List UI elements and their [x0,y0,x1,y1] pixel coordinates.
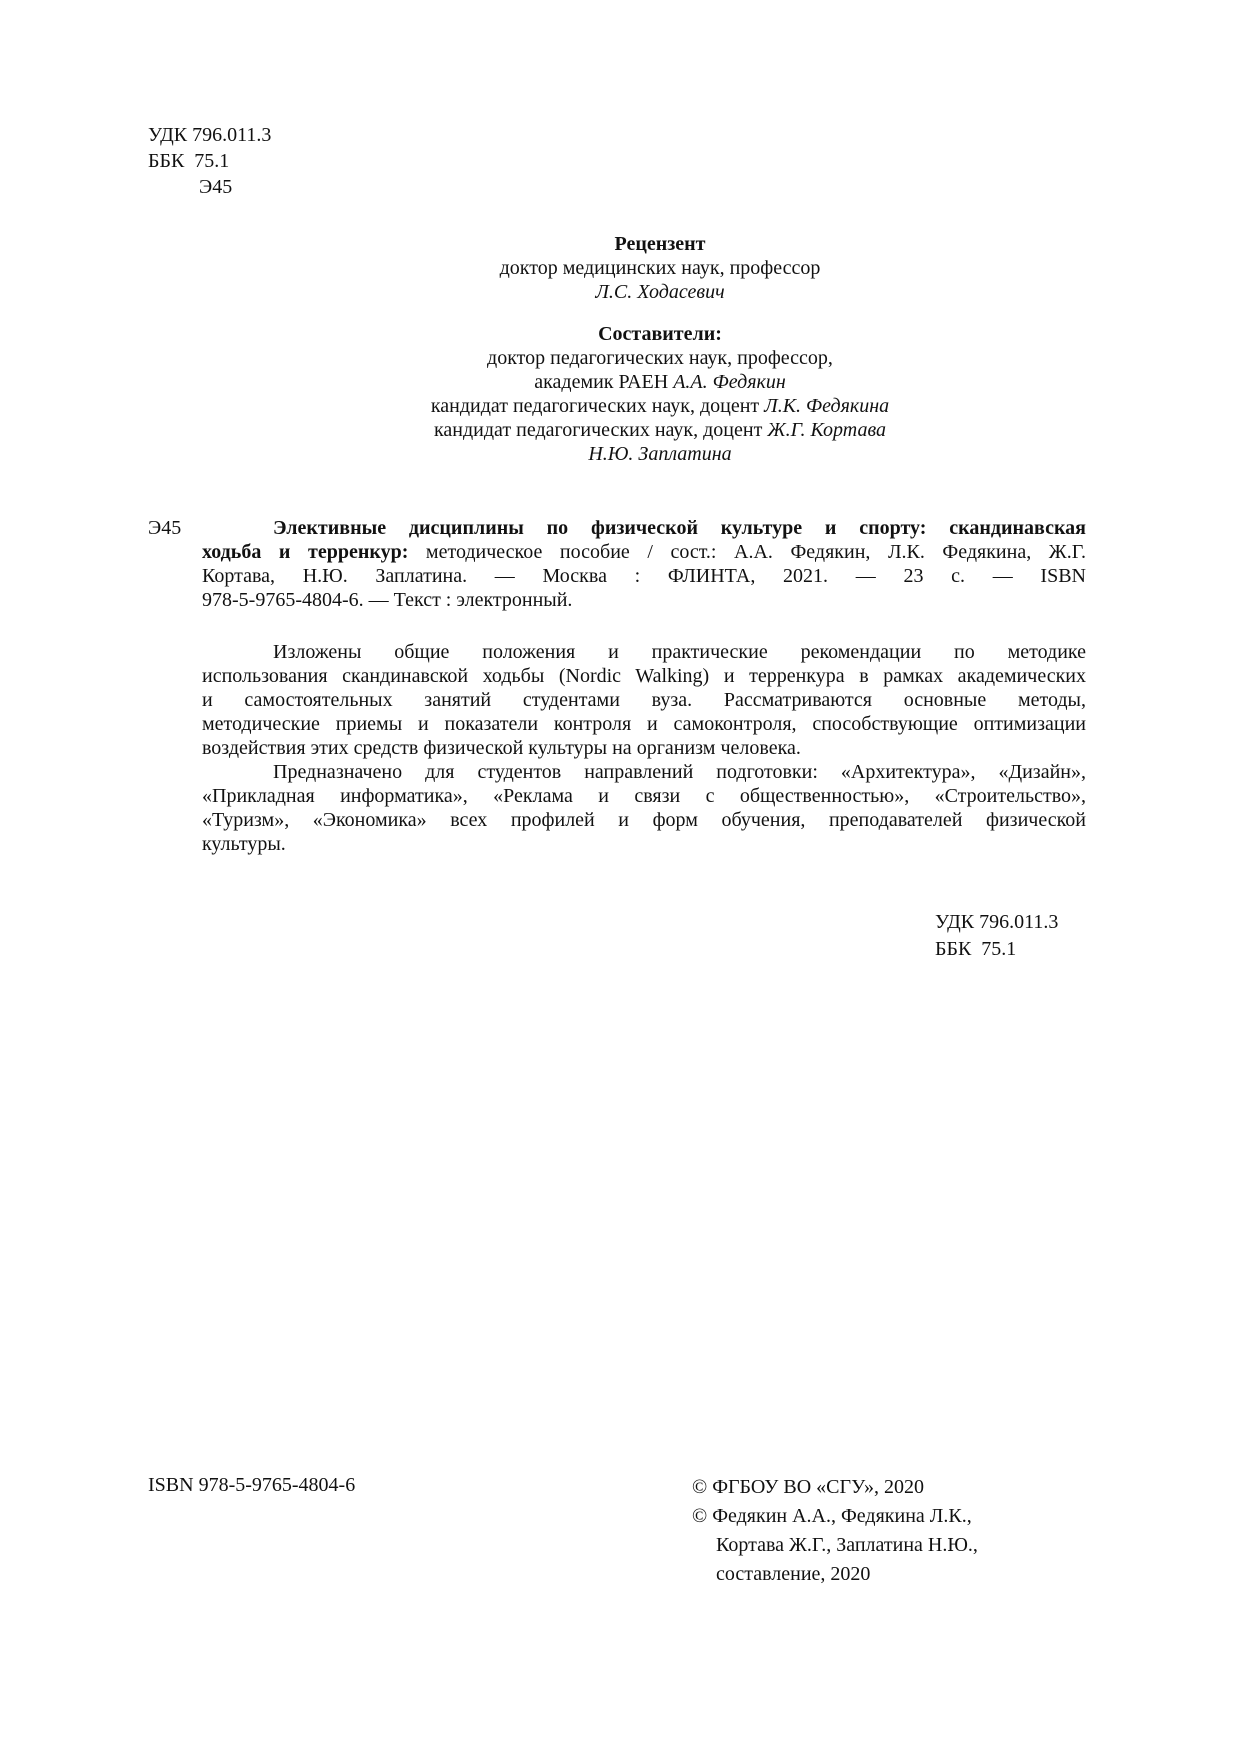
compilers-block [302,322,1018,466]
bib-line3: Кортава, Н.Ю. Заплатина. — Москва : ФЛИНТА, 2021. — 23 с. — ISBN [202,565,1086,587]
bib-record [202,516,1086,612]
abstract-line: воздействия этих средств физической культуры на организм человека. [202,737,801,759]
compiler-line: академик РАЕН А.А. Федякин [534,371,786,393]
bib-line2: ходьба и терренкур: методическое пособие / сост.: А.А. Федякин, Л.К. Федякина, Ж.Г. [202,541,1086,563]
footer-bbk: ББК 75.1 [935,938,1017,960]
reviewer-heading: Рецензент [614,233,706,255]
abstract-line: Предназначено для студентов направлений подготовки: «Архитектура», «Дизайн», [273,761,1086,783]
compiler-line: кандидат педагогических наук, доцент Ж.Г. Кортава [433,419,887,441]
compiler-line: Н.Ю. Заплатина [588,443,732,465]
abstract-line: методические приемы и показатели контроля и самоконтроля, способствующие оптимизации [202,713,1086,735]
copyright-line: Кортава Ж.Г., Заплатина Н.Ю., [716,1534,978,1556]
compilers-heading: Составители: [598,323,722,345]
compiler-line: кандидат педагогических наук, доцент Л.К. Федякина [430,395,890,417]
abstract-line: Изложены общие положения и практические рекомендации по методике [273,641,1086,663]
copyright-line: © ФГБОУ ВО «СГУ», 2020 [692,1476,924,1498]
reviewer-degree: доктор медицинских наук, профессор [499,257,821,279]
bib-line4: 978-5-9765-4804-6. — Текст : электронный. [202,589,573,611]
bib-mark: Э45 [148,517,182,539]
abstract [202,640,1086,856]
reviewer-name: Л.С. Ходасевич [595,281,725,303]
header-udk: УДК 796.011.3 [148,124,272,146]
abstract-line: «Туризм», «Экономика» всех профилей и форм обучения, преподавателей физической [202,809,1086,831]
isbn: ISBN 978-5-9765-4804-6 [148,1474,356,1496]
header-bbk: ББК 75.1 [148,150,230,172]
copyright-block [692,1473,978,1589]
abstract-line: и самостоятельных занятий студентами вуза. Рассматриваются основные методы, [202,689,1086,711]
bib-title-line1: Элективные дисциплины по физической культуре и спорту: скандинавская [273,517,1086,539]
reviewer-block [302,232,1018,304]
copyright-line: составление, 2020 [716,1563,871,1585]
compiler-line: доктор педагогических наук, профессор, [487,347,833,369]
abstract-line: «Прикладная информатика», «Реклама и связи с общественностью», «Строительство», [202,785,1086,807]
copyright-line: © Федякин А.А., Федякина Л.К., [692,1505,972,1527]
abstract-line: использования скандинавской ходьбы (Nordic Walking) и терренкура в рамках академических [202,665,1086,687]
header-author-mark: Э45 [199,176,233,198]
footer-udk: УДК 796.011.3 [935,911,1059,933]
abstract-line: культуры. [202,833,286,855]
